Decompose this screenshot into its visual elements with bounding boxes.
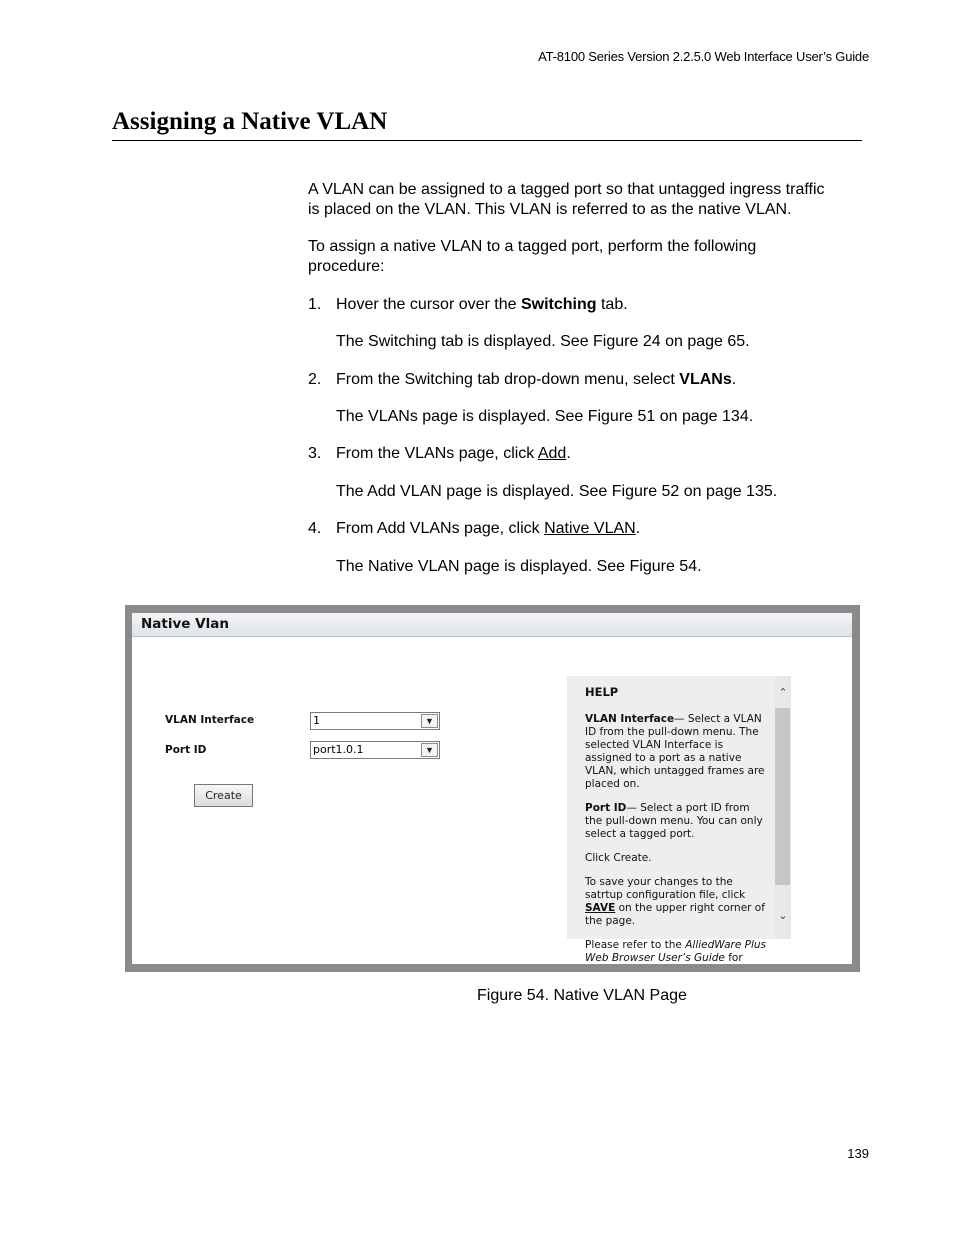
chevron-down-icon[interactable]: ▼ (421, 714, 438, 728)
help-term: Port ID (585, 802, 627, 814)
help-text: . (648, 852, 652, 864)
create-button[interactable]: Create (194, 784, 253, 807)
native-vlan-link[interactable]: Native VLAN (544, 520, 636, 537)
vlan-interface-value: 1 (313, 714, 320, 727)
save-link[interactable]: SAVE (585, 902, 616, 914)
step-1-result: The Switching tab is displayed. See Figure 24 on page 65. (336, 333, 750, 350)
help-text: — Select a port ID from the pull-down menu. You can only select a tagged port. (585, 802, 763, 840)
scroll-down-icon[interactable]: ⌄ (778, 910, 788, 922)
help-text: Please refer to the (585, 939, 686, 951)
help-text: To save your changes to the satrtup configuration file, click (585, 876, 746, 901)
panel-titlebar (132, 613, 852, 637)
figure-caption: Figure 54. Native VLAN Page (477, 987, 687, 1004)
step-text-part: From the Switching tab drop-down menu, select (336, 371, 680, 388)
step-number: 4. (308, 520, 322, 537)
help-vlan-interface (585, 713, 770, 791)
help-text: Click (585, 852, 614, 864)
help-text: on the upper right corner of the page. (585, 902, 765, 927)
procedure-intro-line-2: procedure: (308, 258, 385, 275)
step-text-part: Hover the cursor over the (336, 296, 521, 313)
chevron-down-icon[interactable]: ▼ (421, 743, 438, 757)
step-text-part: . (566, 445, 571, 462)
help-scrollbar[interactable] (775, 676, 791, 939)
running-header: AT-8100 Series Version 2.2.5.0 Web Interface User’s Guide (538, 49, 869, 64)
vlan-interface-label: VLAN Interface (165, 714, 255, 726)
ui-term: VLANs (679, 371, 732, 388)
port-id-label: Port ID (165, 744, 207, 756)
help-term: Create (613, 852, 649, 864)
panel-title: Native Vlan (141, 616, 229, 632)
section-title: Assigning a Native VLAN (112, 108, 388, 135)
step-2-result: The VLANs page is displayed. See Figure 51 on page 134. (336, 408, 754, 425)
help-term: VLAN Interface (585, 713, 675, 725)
step-text-part: From the VLANs page, click (336, 445, 538, 462)
step-number: 1. (308, 296, 322, 313)
port-id-value: port1.0.1 (313, 743, 364, 756)
step-number: 3. (308, 445, 322, 462)
help-create (585, 852, 770, 865)
guide-title: AlliedWare Plus Web Browser User’s Guide (585, 939, 767, 964)
title-rule (112, 140, 862, 141)
step-text (336, 295, 628, 315)
page-number: 139 (847, 1146, 869, 1161)
intro-line-2: is placed on the VLAN. This VLAN is referred to as the native VLAN. (308, 201, 792, 218)
step-4-result: The Native VLAN page is displayed. See Figure 54. (336, 558, 702, 575)
step-3-result: The Add VLAN page is displayed. See Figure 52 on page 135. (336, 483, 778, 500)
port-id-select[interactable] (310, 741, 440, 759)
figure-native-vlan-screenshot (125, 605, 860, 972)
intro-line-1: A VLAN can be assigned to a tagged port so that untagged ingress traffic (308, 181, 825, 198)
help-port-id (585, 802, 770, 841)
vlan-interface-select[interactable] (310, 712, 440, 730)
scroll-up-icon[interactable]: ⌃ (778, 687, 788, 699)
step-text-part: tab. (596, 296, 628, 313)
help-content (585, 686, 770, 976)
add-link[interactable]: Add (537, 445, 567, 462)
help-text: for (724, 952, 743, 964)
step-text-part: From Add VLANs page, click (336, 520, 545, 537)
help-panel (567, 676, 791, 964)
native-vlan-panel (132, 613, 852, 964)
ui-term: Switching (520, 296, 597, 313)
procedure-intro-line-1: To assign a native VLAN to a tagged port, perform the following (308, 238, 757, 255)
step-text (336, 444, 571, 464)
step-text (336, 519, 640, 539)
scroll-thumb[interactable] (775, 708, 790, 885)
help-text: — Select a VLAN ID from the pull-down menu. The selected VLAN Interface is assigned to a port as a native VLAN, which untagged frames are placed on. (585, 713, 765, 790)
step-text (336, 370, 736, 390)
help-refer (585, 939, 770, 965)
help-save (585, 876, 770, 928)
step-number: 2. (308, 371, 322, 388)
help-title: HELP (585, 685, 619, 699)
step-text-part: . (731, 371, 737, 388)
step-text-part: . (635, 520, 641, 537)
